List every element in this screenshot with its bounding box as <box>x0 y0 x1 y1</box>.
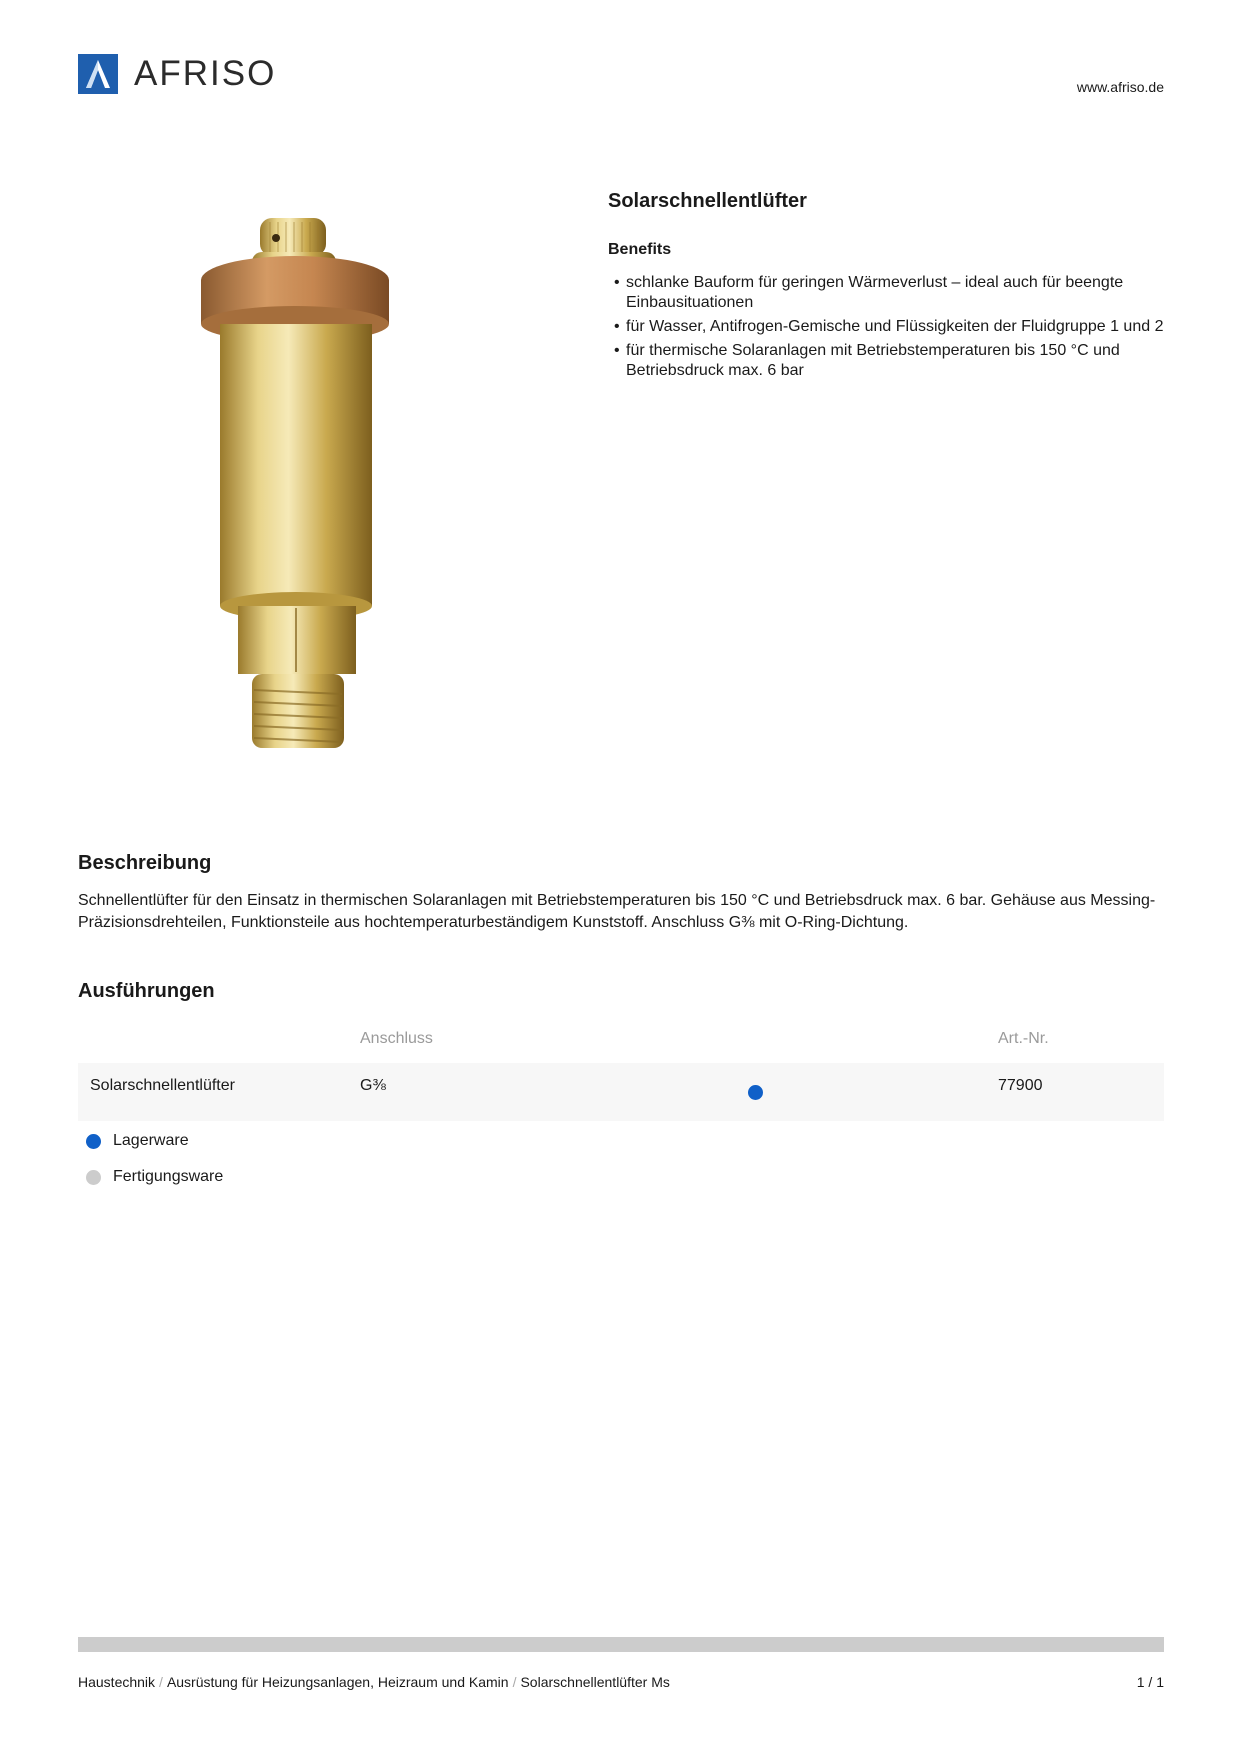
stock-status-dot <box>748 1085 763 1100</box>
benefit-item: • für thermische Solaranlagen mit Betriebstemperaturen bis 150 °C und Betriebsdruck max. 6 bar <box>608 341 1168 381</box>
page-header <box>78 52 1164 102</box>
breadcrumb-item[interactable]: Solarschnellentlüfter Ms <box>520 1674 670 1690</box>
benefits-list <box>608 273 1168 381</box>
page-number: 1 / 1 <box>1136 1674 1164 1690</box>
site-url[interactable]: www.afriso.de <box>1076 79 1164 95</box>
benefit-item: • schlanke Bauform für geringen Wärmeverlust – ideal auch für beengte Einbausituationen <box>608 273 1168 313</box>
variants-title: Ausführungen <box>78 980 215 1002</box>
afriso-logo-icon <box>78 54 118 94</box>
legend-label: Lagerware <box>113 1132 189 1149</box>
legend-dot-grey <box>86 1170 101 1185</box>
variant-name: Solarschnellentlüfter <box>90 1077 235 1094</box>
benefits-heading: Benefits <box>608 241 672 258</box>
column-header-article: Art.-Nr. <box>998 1030 1049 1047</box>
afriso-logo <box>78 54 276 94</box>
legend-dot-blue <box>86 1134 101 1149</box>
breadcrumb-item[interactable]: Haustechnik <box>78 1674 156 1690</box>
benefit-item: • für Wasser, Antifrogen-Gemische und Flüssigkeiten der Fluidgruppe 1 und 2 <box>608 317 1168 337</box>
breadcrumb-separator: / <box>159 1674 163 1690</box>
product-info <box>608 190 1168 385</box>
brand-name: AFRISO <box>134 54 277 93</box>
table-row <box>78 1063 1164 1121</box>
page-footer <box>78 1674 1164 1690</box>
legend-label: Fertigungsware <box>113 1168 224 1185</box>
description-text: Schnellentlüfter für den Einsatz in thermischen Solaranlagen mit Betriebstemperaturen bis 150 °C und Betriebsdruck max. 6 bar. Gehäuse aus Messing-Präzisionsdrehteilen, Funktionsteile aus hochtemperaturbeständigem Kunststoff. Anschluss G⅜ mit O-Ring-Dichtung. <box>78 892 1156 931</box>
variant-connection: G⅜ <box>360 1077 386 1094</box>
variants-table-header <box>78 1030 1164 1052</box>
product-image <box>200 212 450 772</box>
footer-divider <box>78 1637 1164 1652</box>
breadcrumb-item[interactable]: Ausrüstung für Heizungsanlagen, Heizraum und Kamin <box>166 1674 509 1690</box>
column-header-connection: Anschluss <box>360 1030 433 1047</box>
breadcrumb-separator: / <box>512 1674 517 1690</box>
product-title: Solarschnellentlüfter <box>608 190 807 212</box>
variant-article-number: 77900 <box>998 1077 1043 1094</box>
legend-stock <box>86 1132 189 1150</box>
description-title: Beschreibung <box>78 852 212 874</box>
legend-manufactured <box>86 1168 223 1186</box>
